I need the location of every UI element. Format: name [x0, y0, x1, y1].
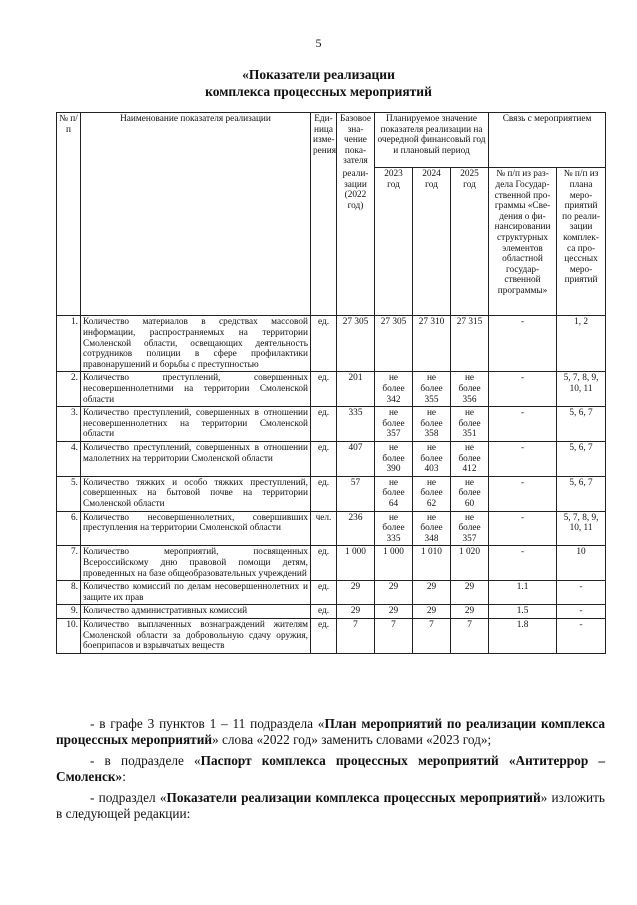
row-link-state: - — [489, 316, 557, 372]
row-2023: не более 64 — [375, 476, 413, 511]
row-unit: ед. — [311, 407, 337, 442]
row-link-plan: - — [557, 618, 606, 653]
table-row — [57, 407, 606, 442]
row-num: 2. — [57, 372, 81, 407]
row-2023: 7 — [375, 618, 413, 653]
table-row — [57, 316, 606, 372]
row-link-plan: - — [557, 581, 606, 605]
paragraph-3-bold: Показатели реализации комплекса процессных мероприятий — [166, 789, 541, 805]
header-link-state: № п/п из раз-дела Государ-ственной про-граммы «Све-дения о фи-нансировании структурных элементов областной государ-ственной программы» — [489, 168, 557, 316]
row-base: 236 — [337, 511, 375, 546]
row-2024: 27 310 — [413, 316, 451, 372]
row-link-state: - — [489, 442, 557, 477]
header-link-plan: № п/п из плана меро-приятий по реали-зации комплек-са про-цессных меро-приятий — [557, 168, 606, 316]
row-name: Количество несовершеннолетних, совершивших преступления на территории Смоленской области — [81, 511, 311, 546]
row-2023: не более 335 — [375, 511, 413, 546]
paragraph-2-part-c: : — [122, 769, 126, 785]
row-base: 407 — [337, 442, 375, 477]
row-link-state: - — [489, 511, 557, 546]
header-num: № п/п — [57, 113, 81, 316]
text-paragraphs — [56, 716, 605, 822]
row-unit: ед. — [311, 442, 337, 477]
row-num: 8. — [57, 581, 81, 605]
header-planned: Планируемое значение показателя реализации на очередной финансовый год и плановый период — [375, 113, 489, 168]
paragraph-1-part-c: » слова «2022 год» заменить словами «2023 год»; — [212, 732, 492, 748]
row-base: 57 — [337, 476, 375, 511]
row-2023: 29 — [375, 605, 413, 619]
row-name: Количество выплаченных вознаграждений жителям Смоленской области за добровольную сдачу оружия, боеприпасов и взрывчатых веществ — [81, 618, 311, 653]
row-base: 1 000 — [337, 546, 375, 581]
row-2025: не более 60 — [451, 476, 489, 511]
header-2023: 2023 год — [375, 168, 413, 316]
table-row — [57, 372, 606, 407]
paragraph-2 — [56, 753, 605, 786]
paragraph-2-part-a: - в подразделе « — [90, 752, 201, 768]
row-link-plan: 5, 6, 7 — [557, 407, 606, 442]
row-num: 9. — [57, 605, 81, 619]
row-2024: не более 358 — [413, 407, 451, 442]
row-base: 29 — [337, 581, 375, 605]
row-link-plan: 5, 6, 7 — [557, 476, 606, 511]
table-row — [57, 442, 606, 477]
table-row — [57, 511, 606, 546]
row-2024: 1 010 — [413, 546, 451, 581]
row-link-plan: 1, 2 — [557, 316, 606, 372]
row-name: Количество преступлений, совершенных несовершеннолетними на территории Смоленской области — [81, 372, 311, 407]
row-link-plan: 5, 7, 8, 9, 10, 11 — [557, 511, 606, 546]
header-name: Наименование показателя реализации — [81, 113, 311, 316]
row-base: 29 — [337, 605, 375, 619]
paragraph-3 — [56, 790, 605, 823]
paragraph-2-bold: Паспорт комплекса процессных мероприятий «Антитеррор – Смоленск» — [56, 752, 605, 785]
row-2023: 1 000 — [375, 546, 413, 581]
row-num: 5. — [57, 476, 81, 511]
row-num: 6. — [57, 511, 81, 546]
row-2024: не более 62 — [413, 476, 451, 511]
row-unit: ед. — [311, 618, 337, 653]
row-2024: не более 355 — [413, 372, 451, 407]
row-name: Количество преступлений, совершенных в отношении несовершеннолетних на территории Смоленской области — [81, 407, 311, 442]
row-name: Количество материалов в средствах массовой информации, распространяемых на территории Смоленской области, освещающих деятельность сотрудников полиции в сфере профилактики правонарушений и борьбы с преступностью — [81, 316, 311, 372]
row-2024: 29 — [413, 605, 451, 619]
row-link-state: - — [489, 372, 557, 407]
indicators-table — [56, 112, 606, 654]
row-2024: не более 403 — [413, 442, 451, 477]
row-2025: не более 351 — [451, 407, 489, 442]
row-link-plan: 5, 6, 7 — [557, 442, 606, 477]
title-line-2: комплекса процессных мероприятий — [205, 84, 432, 99]
paragraph-1 — [56, 716, 605, 749]
row-name: Количество преступлений, совершенных в отношении малолетних на территории Смоленской области — [81, 442, 311, 477]
table-row — [57, 618, 606, 653]
paragraph-1-part-a: - в графе 3 пунктов 1 – 11 подраздела « — [90, 716, 325, 731]
row-2023: не более 357 — [375, 407, 413, 442]
row-link-state: 1.8 — [489, 618, 557, 653]
header-unit: Еди-ница изме-рения — [311, 113, 337, 316]
row-base: 201 — [337, 372, 375, 407]
paragraph-3-part-c: » изложить в следующей редакции: — [56, 789, 605, 822]
header-base-top: Базовое зна-чение пока-зателя — [337, 113, 375, 168]
paragraph-3-part-a: - подраздел « — [90, 789, 167, 805]
row-name: Количество тяжких и особо тяжких преступлений, совершенных на бытовой почве на территории Смоленской области — [81, 476, 311, 511]
row-link-state: 1.5 — [489, 605, 557, 619]
row-num: 7. — [57, 546, 81, 581]
row-link-plan: 5, 7, 8, 9, 10, 11 — [557, 372, 606, 407]
row-unit: ед. — [311, 546, 337, 581]
row-2024: 29 — [413, 581, 451, 605]
row-name: Количество административных комиссий — [81, 605, 311, 619]
row-unit: ед. — [311, 476, 337, 511]
row-num: 4. — [57, 442, 81, 477]
row-name: Количество комиссий по делам несовершеннолетних и защите их прав — [81, 581, 311, 605]
header-link: Связь с мероприятием — [489, 113, 606, 168]
row-2025: 1 020 — [451, 546, 489, 581]
table-row — [57, 476, 606, 511]
row-link-state: - — [489, 407, 557, 442]
row-2025: не более 357 — [451, 511, 489, 546]
header-2024: 2024 год — [413, 168, 451, 316]
row-2023: не более 390 — [375, 442, 413, 477]
row-2025: 7 — [451, 618, 489, 653]
row-2024: не более 348 — [413, 511, 451, 546]
row-unit: ед. — [311, 316, 337, 372]
row-link-plan: 10 — [557, 546, 606, 581]
table-row — [57, 581, 606, 605]
row-base: 27 305 — [337, 316, 375, 372]
row-link-state: - — [489, 476, 557, 511]
row-2025: 29 — [451, 605, 489, 619]
page-title — [0, 66, 637, 100]
row-link-plan: - — [557, 605, 606, 619]
header-2025: 2025 год — [451, 168, 489, 316]
row-base: 7 — [337, 618, 375, 653]
row-unit: ед. — [311, 372, 337, 407]
paragraph-1-bold: План мероприятий по реализации комплекса процессных мероприятий — [56, 716, 605, 748]
row-2025: не более 356 — [451, 372, 489, 407]
row-unit: ед. — [311, 605, 337, 619]
row-num: 10. — [57, 618, 81, 653]
row-2024: 7 — [413, 618, 451, 653]
row-link-state: 1.1 — [489, 581, 557, 605]
row-base: 335 — [337, 407, 375, 442]
row-2023: 27 305 — [375, 316, 413, 372]
row-unit: ед. — [311, 581, 337, 605]
page-number: 5 — [315, 36, 322, 50]
title-line-1: «Показатели реализации — [242, 67, 395, 82]
row-2025: 27 315 — [451, 316, 489, 372]
row-unit: чел. — [311, 511, 337, 546]
row-2023: не более 342 — [375, 372, 413, 407]
row-link-state: - — [489, 546, 557, 581]
row-2025: 29 — [451, 581, 489, 605]
row-name: Количество мероприятий, посвященных Всероссийскому дню правовой помощи детям, проведенных на базе общеобразовательных учреждений — [81, 546, 311, 581]
table-row — [57, 546, 606, 581]
row-num: 1. — [57, 316, 81, 372]
row-num: 3. — [57, 407, 81, 442]
table-row — [57, 605, 606, 619]
row-2023: 29 — [375, 581, 413, 605]
row-2025: не более 412 — [451, 442, 489, 477]
header-base-bottom: реали-зации (2022 год) — [337, 168, 375, 316]
